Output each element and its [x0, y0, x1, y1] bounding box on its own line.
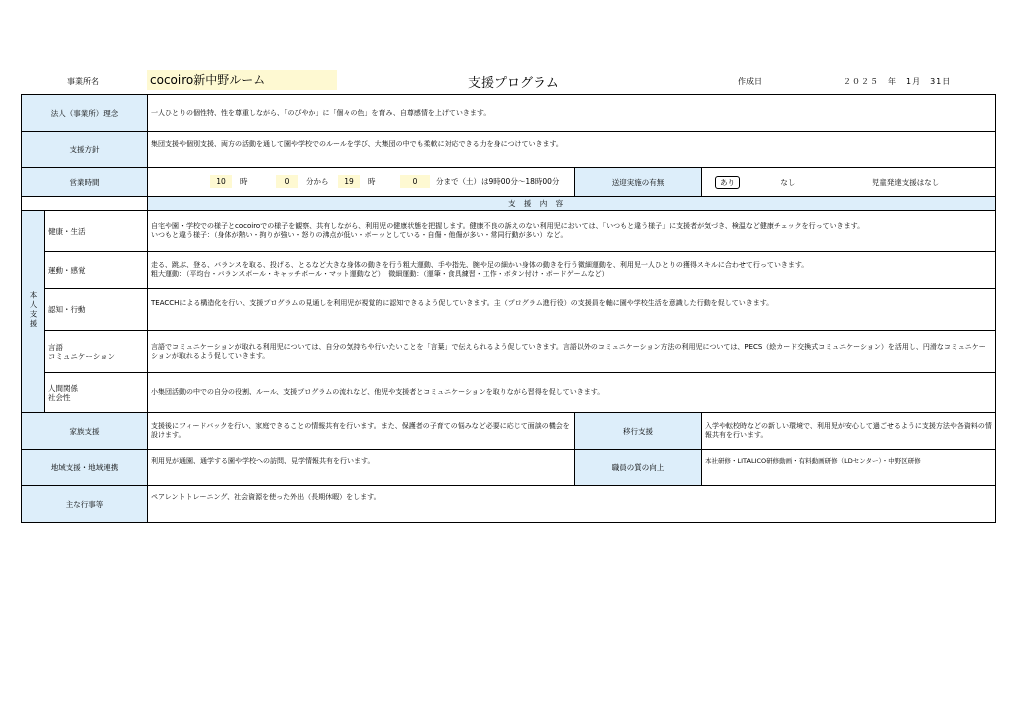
office-label: 事業所名 [67, 77, 99, 86]
transport-note: 児童発達支援はなし [871, 177, 940, 187]
minute-unit-1: 分から [306, 177, 329, 186]
family-text: 支援後にフィードバックを行い、家庭できることの情報共有を行います。また、保護者の子育ての悩みなど必要に応じて面談の機会を設けます。 [148, 413, 575, 450]
family-row [22, 413, 996, 450]
events-label: 主な行事等 [22, 486, 148, 523]
support-program-table [21, 94, 996, 523]
category-health: 健康・生活 [45, 211, 148, 252]
policy-text: 集団支援や個別支援、両方の活動を通して園や学校でのルールを学び、大集団の中でも柔軟に対応できる力を身につけていきます。 [148, 132, 996, 168]
text-social: 小集団活動の中での自分の役割、ルール、支援プログラムの流れなど、他児や支援者とコミュニケーションを取りながら習得を促していきます。 [148, 373, 996, 413]
personal-support-label-text: 本人支援 [29, 291, 38, 329]
minute-unit-2: 分まで（土）は9時00分～18時00分 [436, 177, 560, 186]
personal-row-language [22, 331, 996, 373]
text-health: 自宅や園・学校での様子とcocoiroでの様子を観察、共有しながら、利用児の健康状態を把握します。健康不良の訴えのない利用児においては、「いつもと違う様子」に支援者が気づき、検温など健康チェックを行っていきます。 いつもと違う様子：（身体が熱い・拘りが強い・怒りの沸点が低い・ボーッとしている・自傷・他傷が多い・常同行動が多い）など。 [148, 211, 996, 252]
category-social: 人間関係 社会性 [45, 373, 148, 413]
content-header-row [22, 197, 996, 211]
hour-unit-2: 時 [368, 177, 376, 186]
content-header: 支 援 内 容 [148, 197, 996, 211]
events-row [22, 486, 996, 523]
created-date: ２０２５ 年 1月 31日 [843, 77, 952, 86]
personal-row-cognition [22, 289, 996, 331]
text-language: 言語でコミュニケーションが取れる利用児については、自分の気持ちや行いたいことを「言葉」で伝えられるよう促していきます。言語以外のコミュニケーション方法の利用児については、PECS（絵カード交換式コミュニケーション）を活用し、円滑なコミュニケーションが取れるよう促していきます。 [148, 331, 996, 373]
category-language: 言語 コミュニケーション [45, 331, 148, 373]
hour-unit-1: 時 [240, 177, 248, 186]
hours-value [148, 168, 575, 197]
policy-row [22, 132, 996, 168]
transition-text: 入学や転校時などの新しい環境で、利用児が安心して過ごせるように支援方法や各資料の情報共有を行います。 [702, 413, 996, 450]
created-label: 作成日 [738, 77, 762, 86]
transition-label: 移行支援 [575, 413, 702, 450]
transport-nashi: なし [780, 177, 796, 187]
transport-options [702, 168, 996, 197]
policy-label: 支援方針 [22, 132, 148, 168]
community-row [22, 450, 996, 486]
start-minute: 0 [276, 175, 298, 188]
transport-ari: あり [715, 176, 740, 189]
community-text: 利用児が通園、通学する園や学校への訪問、見学情報共有を行います。 [148, 450, 575, 486]
category-motor: 運動・感覚 [45, 252, 148, 289]
philosophy-label: 法人（事業所）理念 [22, 95, 148, 132]
text-motor: 走る、跳ぶ、登る、バランスを取る、投げる、とるなど大きな身体の動きを行う粗大運動、手や指先、腕や足の細かい身体の動きを行う微細運動を、利用児一人ひとりの獲得スキルに合わせて行っていきます。 粗大運動：（平均台・バランスボール・キャッチボール・マット運動など） 微細運動：（運筆・食具練習・工作・ボタン付け・ボードゲームなど） [148, 252, 996, 289]
hours-row [22, 168, 996, 197]
personal-row-motor [22, 252, 996, 289]
staff-text: 本社研修・LITALICO研修動画・有料動画研修（LDセンター）・中野区研修 [702, 450, 996, 486]
philosophy-row [22, 95, 996, 132]
personal-support-label [22, 211, 45, 413]
text-cognition: TEACCHによる構造化を行い、支援プログラムの見通しを利用児が視覚的に認知できるよう促していきます。主（プログラム進行役）の支援員を軸に園や学校生活を意識した行動を促していきます。 [148, 289, 996, 331]
events-text: ペアレントトレーニング、社会資源を使った外出（長期休暇）をします。 [148, 486, 996, 523]
category-cognition: 認知・行動 [45, 289, 148, 331]
family-label: 家族支援 [22, 413, 148, 450]
transport-label: 送迎実施の有無 [575, 168, 702, 197]
end-hour: 19 [338, 175, 360, 188]
staff-label: 職員の質の向上 [575, 450, 702, 486]
start-hour: 10 [210, 175, 232, 188]
personal-row-health [22, 211, 996, 252]
page-title: 支援プログラム [468, 76, 559, 91]
philosophy-text: 一人ひとりの個性特、性を尊重しながら、「のびやか」に「個々の色」を育み、自尊感情を上げていきます。 [148, 95, 996, 132]
community-label: 地域支援・地域連携 [22, 450, 148, 486]
end-minute: 0 [400, 175, 430, 188]
hours-label: 営業時間 [22, 168, 148, 197]
personal-row-social [22, 373, 996, 413]
office-name: cocoiro新中野ルーム [147, 70, 337, 90]
